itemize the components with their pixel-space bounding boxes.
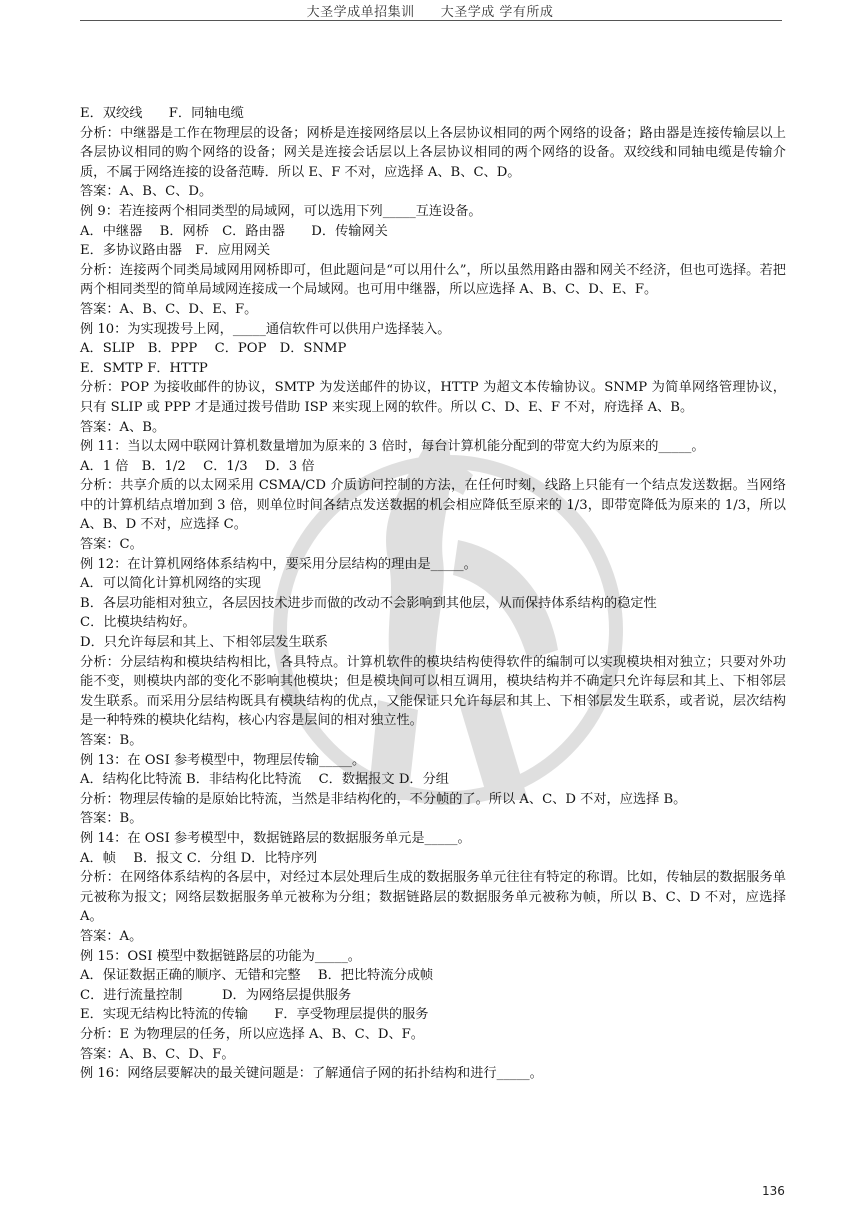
option-line: C．比模块结构好。 [80,615,196,631]
option-line: B．各层功能相对独立，各层因技术进步而做的改动不会影响到其他层，从而保持体系结构的稳定性 [80,595,657,611]
header-text [0,1,860,20]
question-line: 例 10：为实现拨号上网，_____通信软件可以供用户选择装入。 [80,321,451,337]
page-number: 136 [762,1184,785,1198]
option-line: A．保证数据正确的顺序、无错和完整 B．把比特流分成帧 [80,968,434,984]
option-line: C．进行流量控制 D．为网络层提供服务 [80,987,352,1003]
analysis-paragraph: 分析：中继器是工作在物理层的设备；网桥是连接网络层以上各层协议相同的两个网络的设备；路由器是连接传输层以上各层协议相同的购个网络的设备；网关是连接会话层以上各层协议相同的两个网络的设备。双绞线和同轴电缆是传输介质，不属于网络连接的设备范畴．所以 E、F 不对，应选择 A、B、C、D。 [80,125,786,180]
analysis-paragraph: 分析：连接两个同类局域网用网桥即可，但此题问是“可以用什么”，所以虽然用路由器和网关不经济，但也可选择。若把两个相同类型的简单局域网连接成一个局域网。也可用中继器，所以应选择 A、B、C、D、E、F。 [80,262,786,298]
analysis-paragraph: 分析：共享介质的以太网采用 CSMA/CD 介质访问控制的方法，在任何时刻，线路上只能有一个结点发送数据。当网络中的计算机结点增加到 3 倍，则单位时间各结点发送数据的机会相应降低至原来的 1/3，即带宽降低为原来的 1/3，所以 A、B、D 不对，应选择 C。 [80,478,786,533]
option-line: A．中继器 B．网桥 C．路由器 D．传输网关 [80,223,388,239]
option-line: A．帧 B．报文 C．分组 D．比特序列 [80,850,318,866]
page-header [0,0,860,22]
question-line: 例 12：在计算机网络体系结构中，要采用分层结构的理由是_____。 [80,556,477,572]
question-line: 例 16：网络层要解决的最关键问题是：了解通信子网的拓扑结构和进行_____。 [80,1066,543,1082]
header-school-name: 大圣学成单招集训 [306,5,415,20]
option-line: A．结构化比特流 B．非结构化比特流 C．数据报文 D．分组 [80,772,449,788]
answer-line: 答案：A。 [80,928,143,944]
answer-line: 答案：A、B、C、D、F。 [80,1046,235,1062]
option-line: E．实现无结构比特流的传输 F．享受物理层提供的服务 [80,1007,429,1023]
document-body [80,104,786,1084]
answer-line: 答案：C。 [80,537,143,553]
analysis-paragraph: 分析：分层结构和模块结构相比，各具特点。计算机软件的模块结构使得软件的编制可以实现模块相对独立；只要对外功能不变，则模块内部的变化不影响其他模块；但是模块间可以相互调用，模块结构并不确定只允许每层和其上、下相邻层发生联系。而采用分层结构既具有模块结构的优点，又能保证只允许每层和其上、下相邻层发生联系，或者说，层次结构是一种特殊的模块化结构，核心内容是层间的相对独立性。 [80,654,786,729]
header-slogan: 大圣学成 学有所成 [440,5,554,20]
option-line: E．多协议路由器 F．应用网关 [80,243,271,259]
option-line: A．1 倍 B．1/2 C．1/3 D．3 倍 [80,458,315,474]
analysis-paragraph: 分析：POP 为接收邮件的协议，SMTP 为发送邮件的协议，HTTP 为超文本传输协议。SNMP 为简单网络管理协议，只有 SLIP 或 PPP 才是通过拨号借助 ISP 来实现上网的软件。所以 C、D、E、F 不对，府选择 A、B。 [80,380,786,415]
question-line: 例 9：若连接两个相同类型的局域网，可以选用下列_____互连设备。 [80,203,482,219]
question-line: 例 15：OSI 模型中数据链路层的功能为_____。 [80,948,361,964]
option-line: A．SLIP B．PPP C．POP D．SNMP [80,341,347,357]
analysis-paragraph: 分析：E 为物理层的任务，所以应选择 A、B、C、D、F。 [80,1026,424,1042]
analysis-paragraph: 分析：在网络体系结构的各层中，对经过本层处理后生成的数据服务单元往往有特定的称谓。比如，传轴层的数据服务单元被称为报文；网络层数据服务单元被称为分组；数据链路层的数据服务单元被称为帧，所以 B、C、D 不对，应选择 A。 [80,870,786,925]
answer-line: 答案：B。 [80,811,143,827]
option-line: D．只允许每层和其上、下相邻层发生联系 [80,635,328,651]
question-line: 例 13：在 OSI 参考模型中，物理层传输_____。 [80,752,366,768]
option-line: E．双绞线 F．同轴电缆 [80,106,244,121]
option-line: E．SMTP F．HTTP [80,360,208,376]
answer-line: 答案：B。 [80,733,143,748]
answer-line: 答案：A、B、C、D。 [80,184,213,200]
question-line: 例 14：在 OSI 参考模型中，数据链路层的数据服务单元是_____。 [80,830,471,846]
answer-line: 答案：A、B、C、D、E、F。 [80,301,258,317]
header-rule [80,20,782,21]
question-line: 例 11：当以太网中联网计算机数量增加为原来的 3 倍时，每台计算机能分配到的带宽大约为原来的_____。 [80,439,705,455]
answer-line: 答案：A、B。 [80,419,166,435]
analysis-paragraph: 分析：物理层传输的是原始比特流，当然是非结构化的，不分帧的了。所以 A、C、D 不对，应选择 B。 [80,791,687,807]
option-line: A．可以简化计算机网络的实现 [80,576,261,592]
